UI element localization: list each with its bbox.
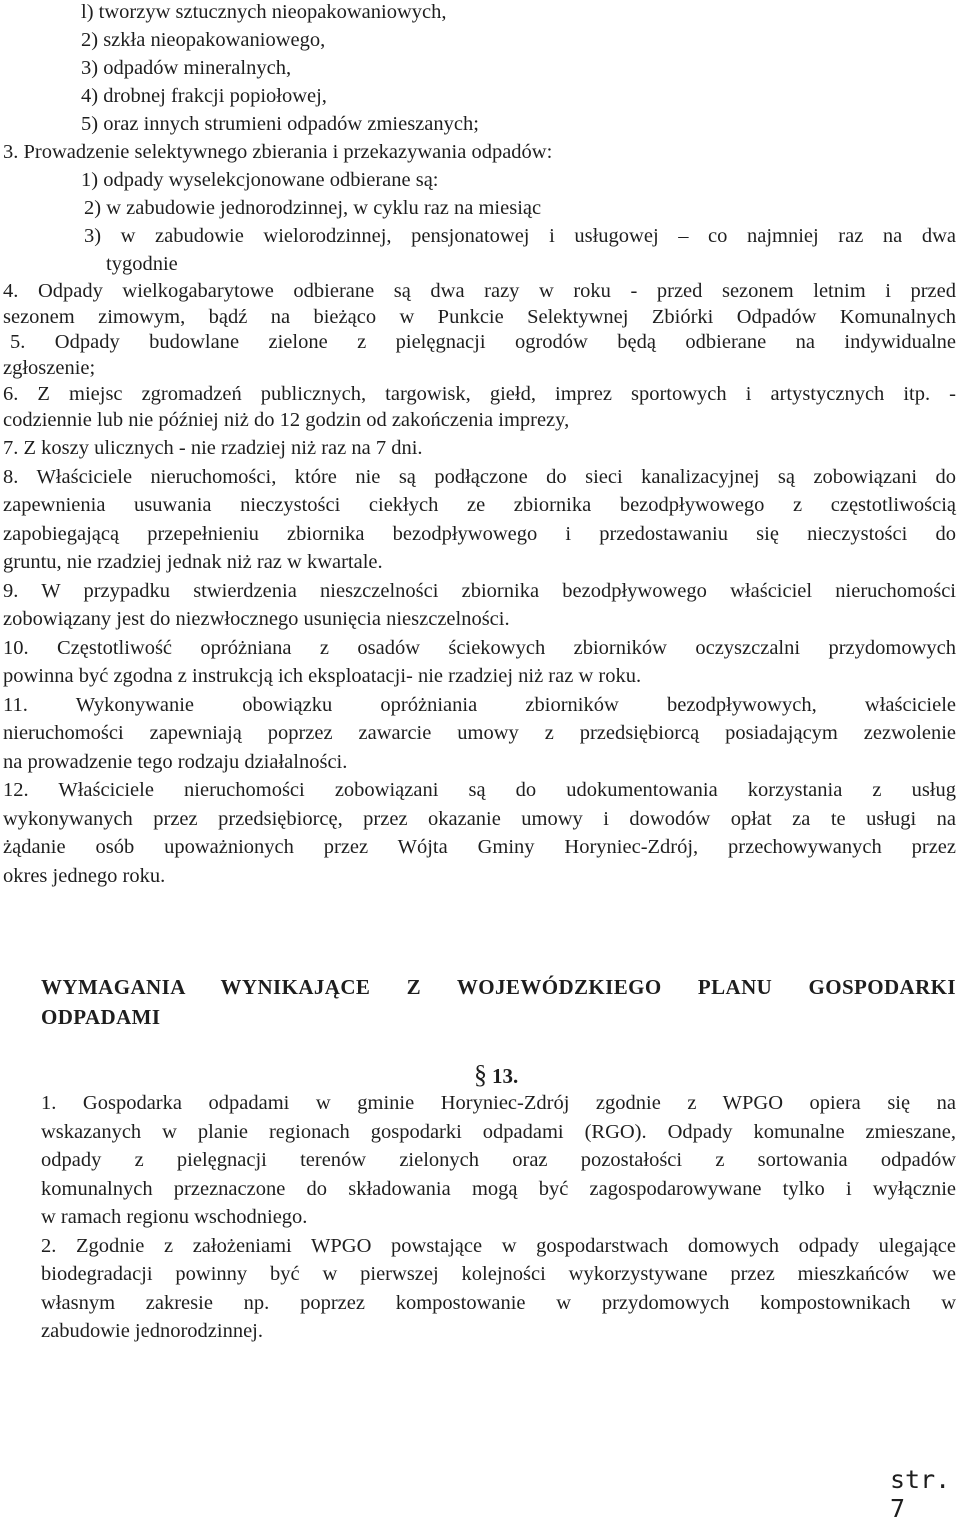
paragraph-8-line: zapobiegającą przepełnieniu zbiornika bezodpływowego i przedostawaniu się nieczystości do (3, 523, 956, 545)
paragraph-11-line: nieruchomości zapewniają poprzez zawarcie umowy z przedsiębiorcą posiadającym zezwolenie (3, 722, 956, 744)
paragraph-3-title: 3. Prowadzenie selektywnego zbierania i przekazywania odpadów: (3, 141, 553, 163)
paragraph-12-line: żądanie osób upoważnionych przez Wójta Gminy Horyniec-Zdrój, przechowywanych przez (3, 836, 956, 858)
paragraph-11-line: na prowadzenie tego rodzaju działalności. (3, 751, 348, 773)
page-number: str. 7 (890, 1465, 951, 1523)
s13-paragraph-2-line: zabudowie jednorodzinnej. (41, 1320, 264, 1342)
s13-paragraph-2-line: biodegradacji powinny być w pierwszej kolejności wykorzystywane przez mieszkańców we (41, 1263, 956, 1285)
paragraph-6-line: codziennie lub nie później niż do 12 godzin od zakończenia imprezy, (3, 409, 570, 431)
s13-paragraph-1-line: komunalnych przeznaczone do składowania mogą być zagospodarowywane tylko i wyłącznie (41, 1178, 956, 1200)
paragraph-5: 5. Odpady budowlane zielone z pielęgnacji ogrodów będą odbierane na indywidualne (10, 331, 956, 353)
paragraph-4-line: sezonem zimowym, bądź na bieżąco w Punkcie Selektywnej Zbiórki Odpadów Komunalnych (3, 306, 956, 328)
paragraph-12-line: okres jednego roku. (3, 865, 166, 887)
list-item: 1) odpady wyselekcjonowane odbierane są: (81, 169, 439, 191)
s13-paragraph-1-line: w ramach regionu wschodniego. (41, 1206, 308, 1228)
list-item: 2) szkła nieopakowaniowego, (81, 29, 326, 51)
section-heading: WYMAGANIA WYNIKAJĄCE Z WOJEWÓDZKIEGO PLANU GOSPODARKI (41, 975, 956, 999)
paragraph-8: 8. Właściciele nieruchomości, które nie są podłączone do sieci kanalizacyjnej są zobowiązani do (3, 466, 956, 488)
s13-paragraph-2: 2. Zgodnie z założeniami WPGO powstające w gospodarstwach domowych odpady ulegające (41, 1235, 956, 1257)
paragraph-9: 9. W przypadku stwierdzenia nieszczelności zbiornika bezodpływowego właściciel nieruchomości (3, 580, 956, 602)
s13-paragraph-2-line: własnym zakresie np. poprzez kompostowanie w przydomowych kompostownikach w (41, 1292, 956, 1314)
paragraph-4: 4. Odpady wielkogabarytowe odbierane są dwa razy w roku - przed sezonem letnim i przed (3, 280, 956, 302)
paragraph-8-line: gruntu, nie rzadziej jednak niż raz w kwartale. (3, 551, 383, 573)
list-item-continuation: tygodnie (106, 253, 178, 275)
s13-paragraph-1: 1. Gospodarka odpadami w gminie Horyniec-Zdrój zgodnie z WPGO opiera się na (41, 1092, 956, 1114)
section-sign: § (474, 1060, 487, 1089)
paragraph-9-line: zobowiązany jest do niezwłocznego usunięcia nieszczelności. (3, 608, 510, 630)
paragraph-8-line: zapewnienia usuwania nieczystości ciekłych ze zbiornika bezodpływowego z częstotliwością (3, 494, 956, 516)
paragraph-10: 10. Częstotliwość opróżniana z osadów ściekowych zbiorników oczyszczalni przydomowych (3, 637, 956, 659)
paragraph-12-line: wykonywanych przez przedsiębiorcę, przez okazanie umowy i dowodów opłat za te usługi na (3, 808, 956, 830)
section-number: 13. (492, 1064, 519, 1088)
list-item: l) tworzyw sztucznych nieopakowaniowych, (81, 1, 447, 23)
list-item: 3) odpadów mineralnych, (81, 57, 292, 79)
list-item: 2) w zabudowie jednorodzinnej, w cyklu raz na miesiąc (84, 197, 542, 219)
section-heading-line: ODPADAMI (41, 1005, 161, 1029)
s13-paragraph-1-line: odpady z pielęgnacji terenów zielonych oraz pozostałości z sortowania odpadów (41, 1149, 956, 1171)
list-item: 5) oraz innych strumieni odpadów zmieszanych; (81, 113, 479, 135)
paragraph-7: 7. Z koszy ulicznych - nie rzadziej niż raz na 7 dni. (3, 437, 423, 459)
paragraph-6: 6. Z miejsc zgromadzeń publicznych, targowisk, giełd, imprez sportowych i artystycznych itp. - (3, 383, 956, 405)
paragraph-5-line: zgłoszenie; (3, 357, 96, 379)
list-item: 3) w zabudowie wielorodzinnej, pensjonatowej i usługowej – co najmniej raz na dwa (84, 225, 956, 247)
paragraph-10-line: powinna być zgodna z instrukcją ich eksploatacji- nie rzadziej niż raz w roku. (3, 665, 642, 687)
s13-paragraph-1-line: wskazanych w planie regionach gospodarki odpadami (RGO). Odpady komunalne zmieszane, (41, 1121, 956, 1143)
paragraph-11: 11. Wykonywanie obowiązku opróżniania zbiorników bezodpływowych, właściciele (3, 694, 956, 716)
list-item: 4) drobnej frakcji popiołowej, (81, 85, 327, 107)
paragraph-12: 12. Właściciele nieruchomości zobowiązani są do udokumentowania korzystania z usług (3, 779, 956, 801)
